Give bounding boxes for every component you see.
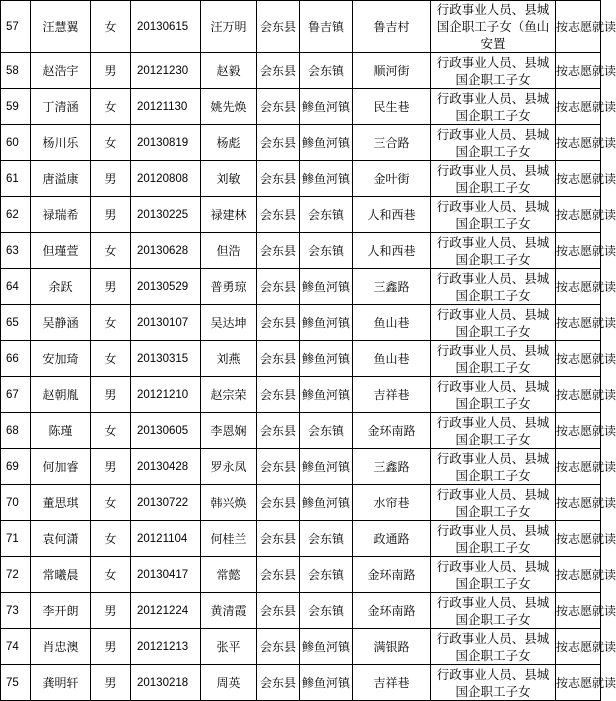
row-number-cell: 57 (1, 1, 31, 53)
table-row (1, 161, 601, 197)
town-cell: 鲹鱼河镇 (300, 377, 353, 413)
address-cell: 鱼山巷 (353, 341, 431, 377)
address-cell: 金环南路 (353, 413, 431, 449)
birth-date-cell: 20130529 (131, 269, 201, 305)
enrollment-mode-cell: 按志愿就读 (556, 377, 601, 413)
student-name-cell: 吴静涵 (31, 305, 91, 341)
table-row (1, 53, 601, 89)
county-cell: 会东县 (257, 161, 300, 197)
student-name-cell: 禄瑞希 (31, 197, 91, 233)
county-cell: 会东县 (257, 593, 300, 629)
enrollment-mode-cell: 按志愿就读 (556, 161, 601, 197)
county-cell: 会东县 (257, 521, 300, 557)
address-cell: 鲁吉村 (353, 1, 431, 53)
student-name-cell: 陈瑾 (31, 413, 91, 449)
county-cell: 会东县 (257, 269, 300, 305)
table-row (1, 377, 601, 413)
row-number-cell: 66 (1, 341, 31, 377)
student-name-cell: 赵朝胤 (31, 377, 91, 413)
enrollment-mode-cell: 按志愿就读 (556, 125, 601, 161)
guardian-name-cell: 韩兴焕 (201, 485, 257, 521)
enrollment-mode-cell: 按志愿就读 (556, 53, 601, 89)
town-cell: 鲹鱼河镇 (300, 305, 353, 341)
student-name-cell: 汪慧翼 (31, 1, 91, 53)
address-cell: 人和西巷 (353, 233, 431, 269)
birth-date-cell: 20121210 (131, 377, 201, 413)
address-cell: 水帘巷 (353, 485, 431, 521)
gender-cell: 男 (91, 161, 131, 197)
county-cell: 会东县 (257, 485, 300, 521)
student-name-cell: 何加睿 (31, 449, 91, 485)
gender-cell: 女 (91, 89, 131, 125)
category-cell: 行政事业人员、县城国企职工子女 (431, 341, 556, 377)
enrollment-mode-cell: 按志愿就读 (556, 485, 601, 521)
category-cell: 行政事业人员、县城国企职工子女 (431, 593, 556, 629)
guardian-name-cell: 常懿 (201, 557, 257, 593)
county-cell: 会东县 (257, 1, 300, 53)
gender-cell: 女 (91, 233, 131, 269)
guardian-name-cell: 张平 (201, 629, 257, 665)
category-cell: 行政事业人员、县城国企职工子女 (431, 557, 556, 593)
guardian-name-cell: 罗永凤 (201, 449, 257, 485)
row-number-cell: 62 (1, 197, 31, 233)
student-name-cell: 丁清涵 (31, 89, 91, 125)
student-name-cell: 余跃 (31, 269, 91, 305)
enrollment-mode-cell: 按志愿就读 (556, 413, 601, 449)
gender-cell: 女 (91, 485, 131, 521)
birth-date-cell: 20121130 (131, 89, 201, 125)
town-cell: 会东镇 (300, 593, 353, 629)
guardian-name-cell: 汪万明 (201, 1, 257, 53)
category-cell: 行政事业人员、县城国企职工子女 (431, 161, 556, 197)
birth-date-cell: 20121213 (131, 629, 201, 665)
row-number-cell: 75 (1, 665, 31, 701)
county-cell: 会东县 (257, 665, 300, 701)
table-row (1, 413, 601, 449)
enrollment-mode-cell: 按志愿就读 (556, 593, 601, 629)
enrollment-mode-cell: 按志愿就读 (556, 197, 601, 233)
enrollment-mode-cell: 按志愿就读 (556, 341, 601, 377)
enrollment-mode-cell: 按志愿就读 (556, 269, 601, 305)
row-number-cell: 63 (1, 233, 31, 269)
gender-cell: 男 (91, 449, 131, 485)
student-name-cell: 袁何潇 (31, 521, 91, 557)
table-body (1, 1, 616, 701)
student-name-cell: 杨川乐 (31, 125, 91, 161)
guardian-name-cell: 李恩娴 (201, 413, 257, 449)
category-cell: 行政事业人员、县城国企职工子女 (431, 305, 556, 341)
row-number-cell: 60 (1, 125, 31, 161)
row-number-cell: 72 (1, 557, 31, 593)
table-row (1, 557, 601, 593)
birth-date-cell: 20121224 (131, 593, 201, 629)
category-cell: 行政事业人员、县城国企职工子女 (431, 197, 556, 233)
row-number-cell: 74 (1, 629, 31, 665)
enrollment-mode-cell: 按志愿就读 (556, 521, 601, 557)
table-row (1, 233, 601, 269)
table-row (1, 521, 601, 557)
guardian-name-cell: 姚先焕 (201, 89, 257, 125)
county-cell: 会东县 (257, 557, 300, 593)
category-cell: 行政事业人员、县城国企职工子女 (431, 629, 556, 665)
category-cell: 行政事业人员、县城国企职工子女 (431, 233, 556, 269)
student-name-cell: 肖忠澳 (31, 629, 91, 665)
category-cell: 行政事业人员、县城国企职工子女 (431, 485, 556, 521)
gender-cell: 男 (91, 665, 131, 701)
category-cell: 行政事业人员、县城国企职工子女 (431, 125, 556, 161)
address-cell: 金叶街 (353, 161, 431, 197)
gender-cell: 女 (91, 413, 131, 449)
birth-date-cell: 20130428 (131, 449, 201, 485)
address-cell: 三合路 (353, 125, 431, 161)
birth-date-cell: 20130225 (131, 197, 201, 233)
enrollment-mode-cell: 按志愿就读 (556, 1, 601, 53)
address-cell: 三鑫路 (353, 269, 431, 305)
table-row (1, 485, 601, 521)
town-cell: 鲹鱼河镇 (300, 629, 353, 665)
student-name-cell: 赵浩宇 (31, 53, 91, 89)
guardian-name-cell: 刘敏 (201, 161, 257, 197)
gender-cell: 男 (91, 593, 131, 629)
student-name-cell: 常曦晨 (31, 557, 91, 593)
address-cell: 三鑫路 (353, 449, 431, 485)
table-row (1, 1, 601, 53)
student-name-cell: 董思琪 (31, 485, 91, 521)
guardian-name-cell: 周英 (201, 665, 257, 701)
birth-date-cell: 20130417 (131, 557, 201, 593)
guardian-name-cell: 何桂兰 (201, 521, 257, 557)
enrollment-mode-cell: 按志愿就读 (556, 629, 601, 665)
gender-cell: 女 (91, 521, 131, 557)
student-name-cell: 李开朗 (31, 593, 91, 629)
row-number-cell: 71 (1, 521, 31, 557)
county-cell: 会东县 (257, 449, 300, 485)
birth-date-cell: 20121230 (131, 53, 201, 89)
address-cell: 人和西巷 (353, 197, 431, 233)
county-cell: 会东县 (257, 305, 300, 341)
town-cell: 鲹鱼河镇 (300, 341, 353, 377)
row-number-cell: 65 (1, 305, 31, 341)
birth-date-cell: 20130218 (131, 665, 201, 701)
county-cell: 会东县 (257, 413, 300, 449)
category-cell: 行政事业人员、县城国企职工子女 (431, 449, 556, 485)
category-cell: 行政事业人员、县城国企职工子女 (431, 269, 556, 305)
town-cell: 会东镇 (300, 233, 353, 269)
row-number-cell: 59 (1, 89, 31, 125)
row-number-cell: 64 (1, 269, 31, 305)
table-row (1, 449, 601, 485)
student-name-cell: 但瑾萱 (31, 233, 91, 269)
town-cell: 鲹鱼河镇 (300, 449, 353, 485)
town-cell: 会东镇 (300, 197, 353, 233)
category-cell: 行政事业人员、县城国企职工子女 (431, 377, 556, 413)
gender-cell: 女 (91, 341, 131, 377)
guardian-name-cell: 赵毅 (201, 53, 257, 89)
county-cell: 会东县 (257, 341, 300, 377)
row-number-cell: 61 (1, 161, 31, 197)
table-row (1, 89, 601, 125)
guardian-name-cell: 但浩 (201, 233, 257, 269)
row-number-cell: 58 (1, 53, 31, 89)
address-cell: 满银路 (353, 629, 431, 665)
table-row (1, 665, 601, 701)
table-row (1, 629, 601, 665)
town-cell: 鲹鱼河镇 (300, 125, 353, 161)
table-row (1, 305, 601, 341)
town-cell: 会东镇 (300, 557, 353, 593)
town-cell: 鲹鱼河镇 (300, 161, 353, 197)
row-number-cell: 69 (1, 449, 31, 485)
birth-date-cell: 20130107 (131, 305, 201, 341)
gender-cell: 男 (91, 269, 131, 305)
gender-cell: 男 (91, 377, 131, 413)
county-cell: 会东县 (257, 53, 300, 89)
enrollment-mode-cell: 按志愿就读 (556, 557, 601, 593)
address-cell: 吉祥巷 (353, 377, 431, 413)
enrollment-mode-cell: 按志愿就读 (556, 449, 601, 485)
category-cell: 行政事业人员、县城国企职工子女（鱼山安置 (431, 1, 556, 53)
address-cell: 金环南路 (353, 593, 431, 629)
guardian-name-cell: 禄建林 (201, 197, 257, 233)
birth-date-cell: 20130315 (131, 341, 201, 377)
birth-date-cell: 20121104 (131, 521, 201, 557)
town-cell: 鲹鱼河镇 (300, 269, 353, 305)
address-cell: 鱼山巷 (353, 305, 431, 341)
birth-date-cell: 20130722 (131, 485, 201, 521)
table-row (1, 197, 601, 233)
county-cell: 会东县 (257, 629, 300, 665)
student-name-cell: 唐溢康 (31, 161, 91, 197)
enrollment-mode-cell: 按志愿就读 (556, 233, 601, 269)
gender-cell: 男 (91, 629, 131, 665)
birth-date-cell: 20130605 (131, 413, 201, 449)
birth-date-cell: 20130615 (131, 1, 201, 53)
county-cell: 会东县 (257, 89, 300, 125)
enrollment-mode-cell: 按志愿就读 (556, 665, 601, 701)
address-cell: 政通路 (353, 521, 431, 557)
county-cell: 会东县 (257, 197, 300, 233)
guardian-name-cell: 吴达坤 (201, 305, 257, 341)
student-name-cell: 龚明轩 (31, 665, 91, 701)
student-name-cell: 安加琦 (31, 341, 91, 377)
row-number-cell: 68 (1, 413, 31, 449)
guardian-name-cell: 赵宗荣 (201, 377, 257, 413)
birth-date-cell: 20120808 (131, 161, 201, 197)
county-cell: 会东县 (257, 125, 300, 161)
row-number-cell: 67 (1, 377, 31, 413)
category-cell: 行政事业人员、县城国企职工子女 (431, 413, 556, 449)
enrollment-mode-cell: 按志愿就读 (556, 89, 601, 125)
address-cell: 吉祥巷 (353, 665, 431, 701)
category-cell: 行政事业人员、县城国企职工子女 (431, 53, 556, 89)
table-row (1, 341, 601, 377)
address-cell: 金环南路 (353, 557, 431, 593)
guardian-name-cell: 杨彪 (201, 125, 257, 161)
birth-date-cell: 20130819 (131, 125, 201, 161)
town-cell: 会东镇 (300, 53, 353, 89)
table-row (1, 125, 601, 161)
category-cell: 行政事业人员、县城国企职工子女 (431, 665, 556, 701)
guardian-name-cell: 普勇琼 (201, 269, 257, 305)
category-cell: 行政事业人员、县城国企职工子女 (431, 521, 556, 557)
gender-cell: 男 (91, 53, 131, 89)
birth-date-cell: 20130628 (131, 233, 201, 269)
guardian-name-cell: 黄清霞 (201, 593, 257, 629)
gender-cell: 女 (91, 305, 131, 341)
town-cell: 鲹鱼河镇 (300, 665, 353, 701)
row-number-cell: 70 (1, 485, 31, 521)
row-number-cell: 73 (1, 593, 31, 629)
address-cell: 顺河街 (353, 53, 431, 89)
gender-cell: 女 (91, 557, 131, 593)
gender-cell: 女 (91, 1, 131, 53)
gender-cell: 女 (91, 125, 131, 161)
town-cell: 鲹鱼河镇 (300, 485, 353, 521)
town-cell: 鲹鱼河镇 (300, 89, 353, 125)
category-cell: 行政事业人员、县城国企职工子女 (431, 89, 556, 125)
guardian-name-cell: 刘燕 (201, 341, 257, 377)
table-row (1, 269, 601, 305)
town-cell: 鲁吉镇 (300, 1, 353, 53)
town-cell: 会东镇 (300, 521, 353, 557)
gender-cell: 男 (91, 197, 131, 233)
county-cell: 会东县 (257, 377, 300, 413)
county-cell: 会东县 (257, 233, 300, 269)
address-cell: 民生巷 (353, 89, 431, 125)
town-cell: 会东镇 (300, 413, 353, 449)
enrollment-mode-cell: 按志愿就读 (556, 305, 601, 341)
table-row (1, 593, 601, 629)
